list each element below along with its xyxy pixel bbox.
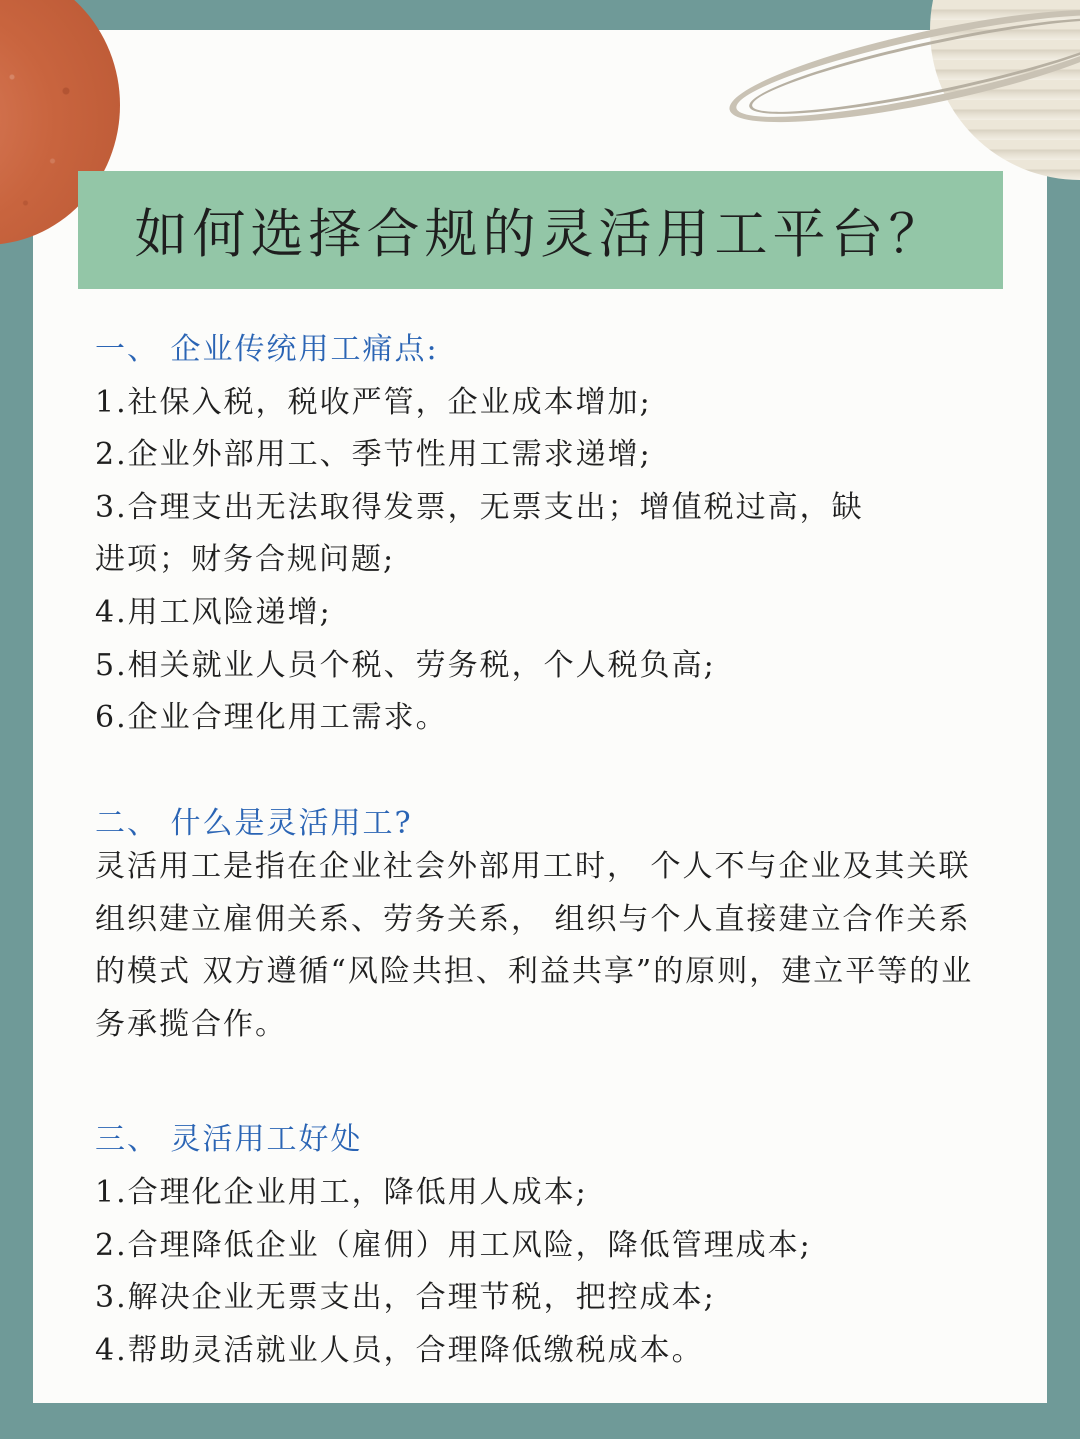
- title-banner: [78, 171, 1003, 289]
- section1-item: 3.合理支出无法取得发票，无票支出；增值税过高，缺: [95, 490, 864, 525]
- section3-heading: 三、 灵活用工好处: [95, 1122, 363, 1157]
- section1-item: 2.企业外部用工、季节性用工需求递增;: [95, 437, 652, 472]
- section1-heading: 一、 企业传统用工痛点:: [95, 332, 439, 367]
- section3-item: 1.合理化企业用工，降低用人成本;: [95, 1175, 588, 1210]
- page-title: 如何选择合规的灵活用工平台？: [134, 204, 947, 265]
- section1-item: 5.相关就业人员个税、劳务税，个人税负高;: [95, 648, 716, 683]
- section3-item: 3.解决企业无票支出，合理节税，把控成本;: [95, 1280, 716, 1315]
- section1-item: 1.社保入税，税收严管，企业成本增加;: [95, 385, 652, 420]
- section2-heading: 二、 什么是灵活用工?: [95, 806, 413, 841]
- section2-paragraph: 灵活用工是指在企业社会外部用工时， 个人不与企业及其关联组织建立雇佣关系、劳务关系， 组织与个人直接建立合作关系的模式 双方遵循“风险共担、利益共享”的原则，建立平等的业务承揽合作。: [95, 849, 974, 1042]
- section1-item: 6.企业合理化用工需求。: [95, 700, 448, 735]
- section3-item: 4.帮助灵活就业人员，合理降低缴税成本。: [95, 1333, 704, 1368]
- section3-item: 2.合理降低企业（雇佣）用工风险，降低管理成本;: [95, 1228, 812, 1263]
- section1-item: 进项；财务合规问题;: [95, 542, 396, 577]
- section1-item: 4.用工风险递增;: [95, 595, 332, 630]
